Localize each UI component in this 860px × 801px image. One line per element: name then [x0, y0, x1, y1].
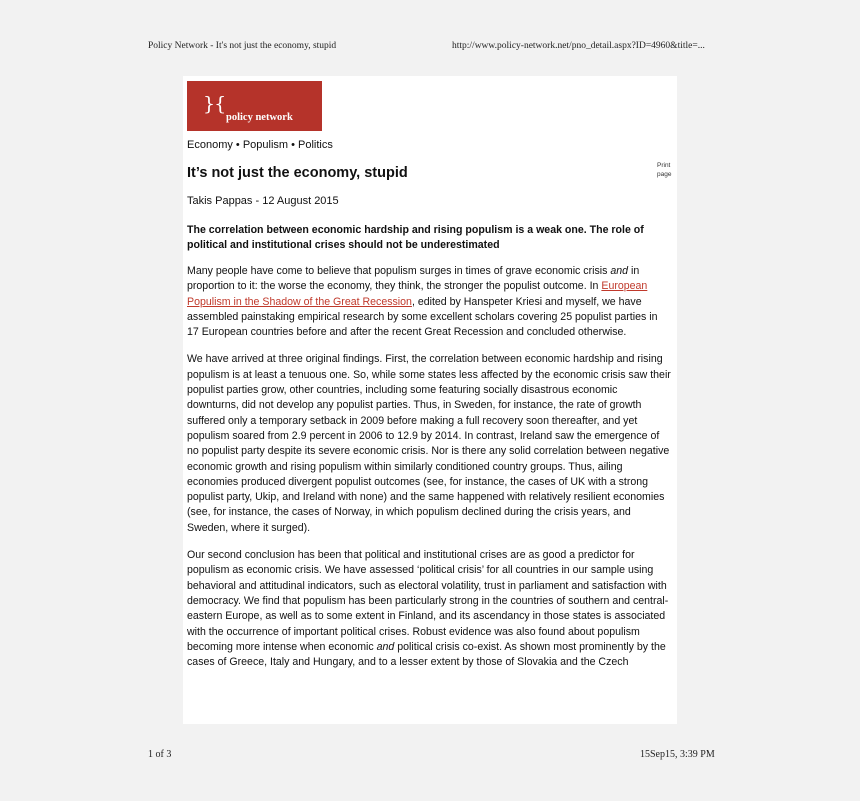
article-title: It’s not just the economy, stupid — [187, 165, 408, 181]
page-counter: 1 of 3 — [148, 749, 172, 760]
paragraph-3-text-b: political crisis co-exist. As shown most prominently by the cases of Greece, Italy and Hungary, and to a lesser extent by those of Slovakia and the Czech — [187, 640, 666, 669]
article-page — [183, 76, 677, 724]
paragraph-1-text-b: in proportion to it: the worse the economy, they think, the stronger the populist outcome. In — [187, 265, 640, 293]
print-header-url: http://www.policy-network.net/pno_detail.aspx?ID=4960&title=... — [452, 41, 705, 51]
logo-brace-mark: }{ — [203, 93, 226, 115]
book-link[interactable]: European Populism in the Shadow of the Great Recession — [187, 280, 648, 308]
paragraph-2: We have arrived at three original findings. First, the correlation between economic hardship and rising populism is at least a tenuous one. So, while some states less affected by the economic crisis saw their populist parties grow, other countries, including some featuring socially disastrous economic downturns, did not develop any populist parties. Thus, in Sweden, for instance, the rate of growth suffered only a temporary setback in 2009 before making a full recovery soon thereafter, and yet populism soared from 2.9 percent in 2006 to 12.9 by 2014. In contrast, Ireland saw the emergence of no populist party despite its severe economic crisis. Nor is there any solid correlation between negative economic growth and rising populism within similarly conditioned country groups. Thus, ailing economies produced divergent populist outcomes (see, for instance, the cases of UK with a strong populist party, Ukip, and Ireland with none) and the same happened with relatively resilient economies (see, for instance, the cases of Norway, in which populism declined during the crisis years, and Sweden, where it surged). — [187, 353, 671, 534]
logo-wordmark: policy network — [226, 112, 293, 123]
paragraph-1-text-c: , edited by Hanspeter Kriesi and myself, we have assembled painstaking empirical research by some excellent scholars covering 25 populist parties in 17 European countries before and after the recent Great Recession and concluded otherwise. — [187, 295, 658, 339]
article-lede: The correlation between economic hardship and rising populism is a weak one. The role of political and institutional crises should not be underestimated — [187, 224, 644, 251]
paragraph-1-text-a: Many people have come to believe that populism surges in times of grave economic crisis — [187, 265, 611, 277]
paragraph-3-text-a: Our second conclusion has been that political and institutional crises are as good a predictor for populism as economic crisis. We have assessed ‘political crisis’ for all countries in our sample using behavioral and attitudinal indicators, such as electoral volatility, trust in parliament and satisfaction with democracy. We find that populism has been particularly strong in the countries of southern and central-eastern Europe, as well as to some extent in Finland, and its ascendancy in those states is associated with the occurrence of important political crises. Robust evidence was also found about populism becoming more intense when economic — [187, 549, 669, 653]
policy-network-logo[interactable] — [187, 81, 322, 131]
article-body — [187, 264, 671, 682]
paragraph-1 — [187, 264, 671, 340]
paragraph-3 — [187, 548, 671, 670]
paragraph-3-emphasis: and — [376, 640, 395, 653]
paragraph-1-emphasis: and — [610, 265, 629, 277]
print-timestamp: 15Sep15, 3:39 PM — [640, 749, 715, 760]
print-header-title: Policy Network - It's not just the economy, stupid — [148, 41, 337, 51]
print-page-link[interactable]: Print page — [657, 162, 672, 178]
breadcrumb[interactable]: Economy • Populism • Politics — [187, 139, 333, 151]
article-byline: Takis Pappas - 12 August 2015 — [187, 195, 339, 207]
